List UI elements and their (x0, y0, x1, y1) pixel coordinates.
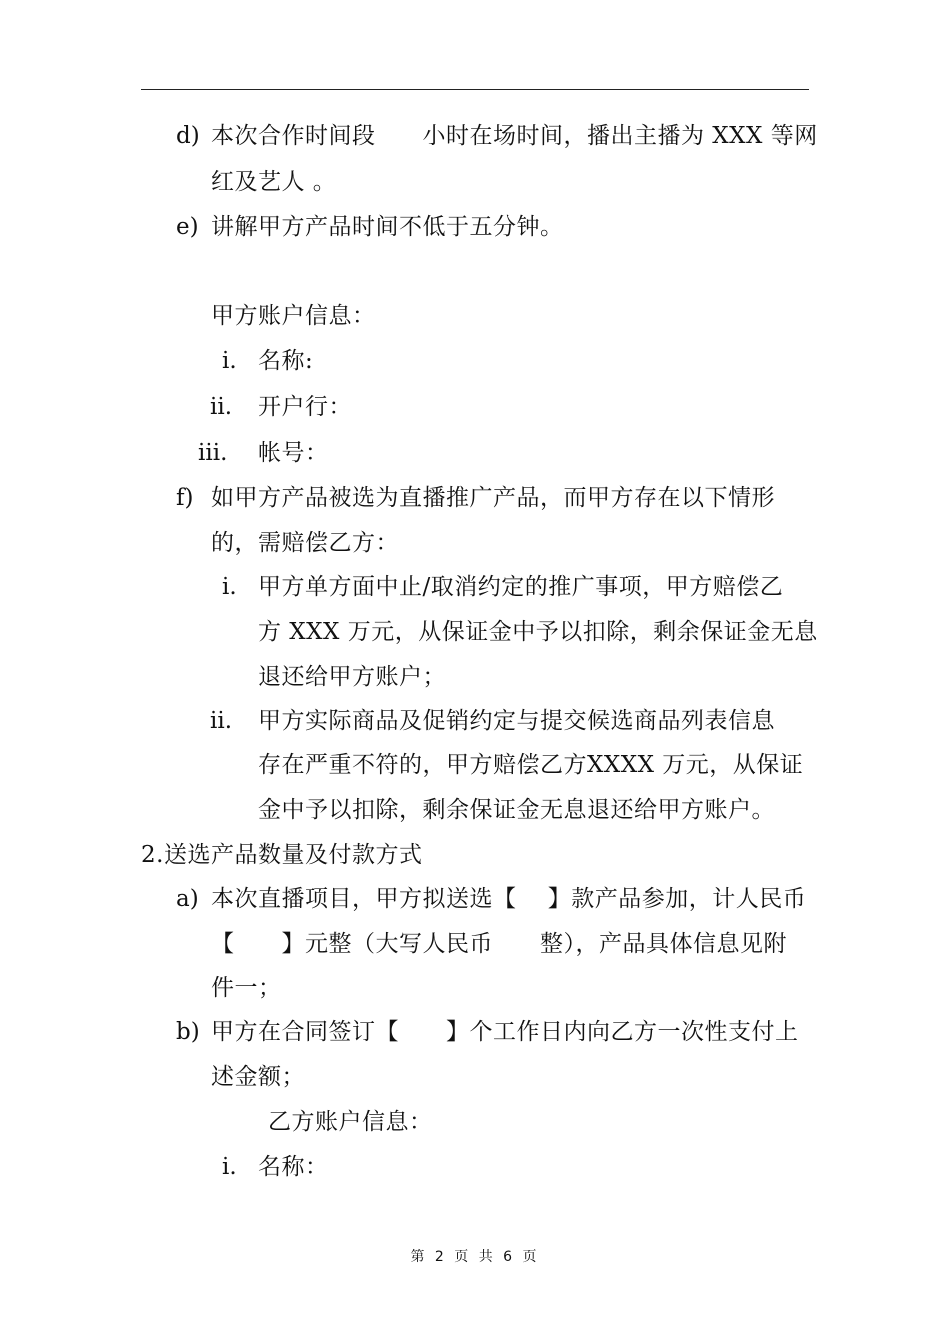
header-rule (141, 89, 809, 90)
jia-account-iii-marker: iii. (198, 440, 228, 466)
item-f-line2: 的，需赔偿乙方： (211, 530, 399, 556)
section2-a-line3: 件一； (211, 975, 282, 1001)
yi-account-name: 名称： (258, 1154, 329, 1180)
item-d-line2: 红及艺人 。 (211, 169, 337, 195)
item-d-marker: d) (176, 123, 200, 149)
item-f-i-marker: i. (222, 574, 237, 600)
item-f-ii-marker: ii. (210, 708, 233, 734)
page-footer (0, 1247, 950, 1267)
jia-account-bank: 开户行： (258, 394, 352, 420)
item-f-line1: 如甲方产品被选为直播推广产品，而甲方存在以下情形 (211, 485, 775, 511)
page-number-label: 第 2 页 共 6 页 (410, 1249, 540, 1265)
item-f-marker: f) (176, 485, 194, 511)
jia-account-name: 名称: (258, 348, 314, 374)
section2-b-line2: 述金额； (211, 1064, 305, 1090)
section2-a-line2: 【 】元整（大写人民币 整），产品具体信息见附 (211, 931, 787, 957)
section2-a-marker: a) (176, 886, 199, 912)
section2-b-line1: 甲方在合同签订【 】个工作日内向乙方一次性支付上 (211, 1019, 799, 1045)
yi-account-heading: 乙方账户信息： (268, 1109, 433, 1135)
jia-account-heading: 甲方账户信息： (211, 303, 376, 329)
jia-account-ii-marker: ii. (210, 394, 233, 420)
item-f-ii-line3: 金中予以扣除，剩余保证金无息退还给甲方账户。 (258, 797, 775, 823)
item-e-line1: 讲解甲方产品时间不低于五分钟。 (211, 214, 564, 240)
item-f-i-line3: 退还给甲方账户； (258, 664, 446, 690)
yi-account-i-marker: i. (222, 1154, 237, 1180)
item-e-marker: e) (176, 214, 199, 240)
jia-account-i-marker: i. (222, 348, 237, 374)
item-d-line1: 本次合作时间段 小时在场时间，播出主播为 XXX 等网 (211, 123, 818, 149)
section2-b-marker: b) (176, 1019, 200, 1045)
section2-a-line1: 本次直播项目，甲方拟送选【 】款产品参加，计人民币 (211, 886, 807, 912)
item-f-ii-line1: 甲方实际商品及促销约定与提交候选商品列表信息 (258, 708, 775, 734)
item-f-i-line1: 甲方单方面中止/取消约定的推广事项，甲方赔偿乙 (258, 574, 784, 600)
item-f-i-line2: 方 XXX 万元，从保证金中予以扣除，剩余保证金无息 (258, 619, 818, 645)
jia-account-number: 帐号： (258, 440, 329, 466)
section2-heading: 2.送选产品数量及付款方式 (141, 842, 423, 868)
item-f-ii-line2: 存在严重不符的，甲方赔偿乙方XXXX 万元，从保证 (258, 752, 804, 778)
